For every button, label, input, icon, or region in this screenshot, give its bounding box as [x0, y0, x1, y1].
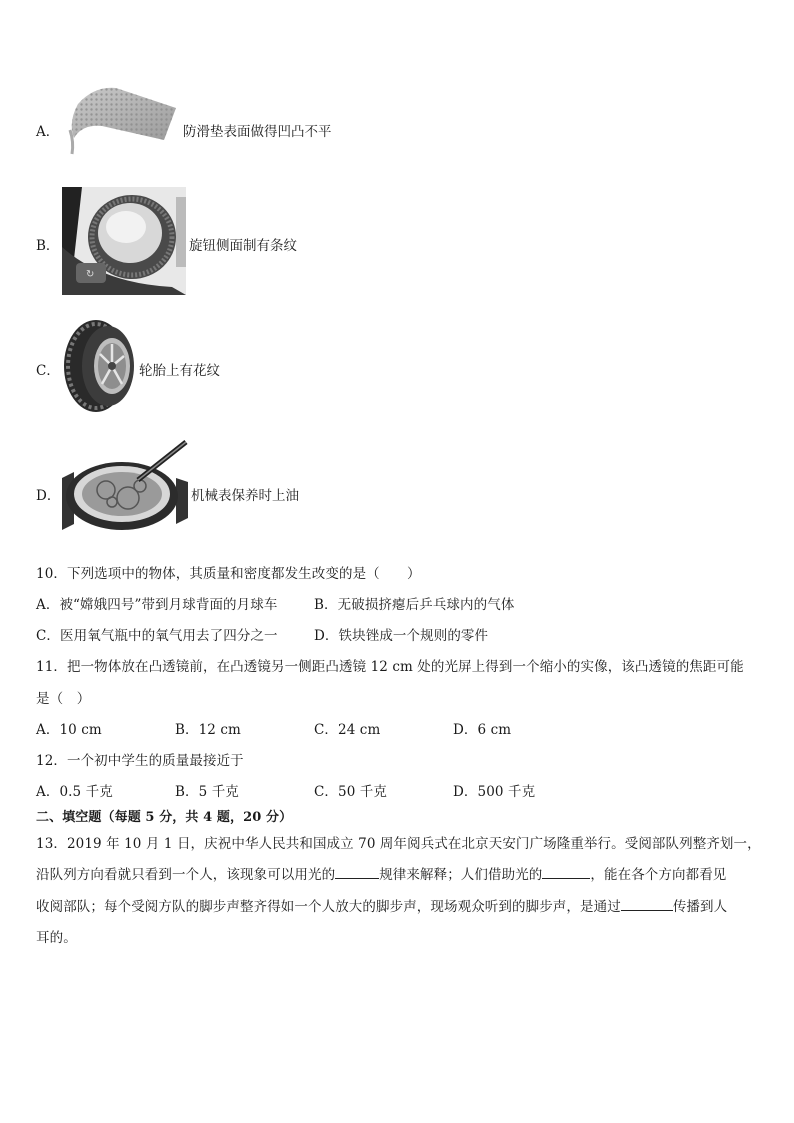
question-line-2 [36, 863, 726, 883]
question-stem-line-2: 是（ ） [36, 691, 91, 707]
option-text: 轮胎上有花纹 [139, 363, 220, 379]
option-d: D．6 cm [453, 722, 512, 738]
option-c: C．医用氧气瓶中的氧气用去了四分之一 [36, 628, 278, 644]
option-c: C．50 千克 [314, 784, 387, 800]
option-letter: B． [36, 238, 60, 254]
option-a: A．0.5 千克 [36, 784, 113, 800]
option-text: 机械表保养时上油 [191, 488, 299, 504]
option-b: B．12 cm [175, 722, 241, 738]
option-letter: C． [36, 363, 60, 379]
text-segment: 传播到人 [672, 899, 728, 915]
section-heading: 二、填空题（每题 5 分，共 4 题，20 分） [36, 810, 293, 825]
option-b: B．5 千克 [175, 784, 239, 800]
option-d: D．铁块锉成一个规则的零件 [314, 628, 489, 644]
text-segment: 规律来解释；人们借助光的 [379, 867, 543, 883]
option-a: A．被“嫦娥四号”带到月球背面的月球车 [36, 597, 278, 613]
question-stem-line-1: 11．把一物体放在凸透镜前，在凸透镜另一侧距凸透镜 12 cm 处的光屏上得到一个缩小的实像，该凸透镜的焦距可能 [36, 659, 744, 675]
answer-blank[interactable] [542, 864, 590, 879]
watch-oiling-icon [62, 438, 188, 534]
question-stem: 12．一个初中学生的质量最接近于 [36, 753, 244, 769]
non-slip-mat-icon [64, 82, 180, 158]
question-stem: 10．下列选项中的物体，其质量和密度都发生改变的是（ ） [36, 566, 421, 582]
text-segment: 沿队列方向看就只看到一个人，该现象可以用光的 [36, 867, 336, 883]
text-segment: 收阅部队；每个受阅方队的脚步声整齐得如一个人放大的脚步声，现场观众听到的脚步声，是通过 [36, 899, 621, 915]
option-b: B．无破损挤瘪后乒乓球内的气体 [314, 597, 515, 613]
answer-blank[interactable] [335, 864, 379, 879]
text-segment: ，能在各个方向都看见 [590, 867, 727, 883]
question-line-4: 耳的。 [36, 930, 77, 946]
option-text: 防滑垫表面做得凹凸不平 [183, 124, 332, 140]
option-letter: A． [36, 124, 60, 140]
option-a: A．10 cm [36, 722, 102, 738]
question-line-3 [36, 895, 727, 915]
option-letter: D． [36, 488, 61, 504]
knob-icon [62, 187, 186, 295]
option-c: C．24 cm [314, 722, 381, 738]
svg-text:↻: ↻ [86, 269, 95, 280]
answer-blank[interactable] [621, 896, 673, 911]
tire-icon [62, 318, 138, 414]
question-line-1: 13．2019 年 10 月 1 日，庆祝中华人民共和国成立 70 周年阅兵式在北京天安门广场隆重举行。受阅部队列整齐划一， [36, 836, 761, 852]
option-d: D．500 千克 [453, 784, 536, 800]
option-text: 旋钮侧面制有条纹 [189, 238, 297, 254]
